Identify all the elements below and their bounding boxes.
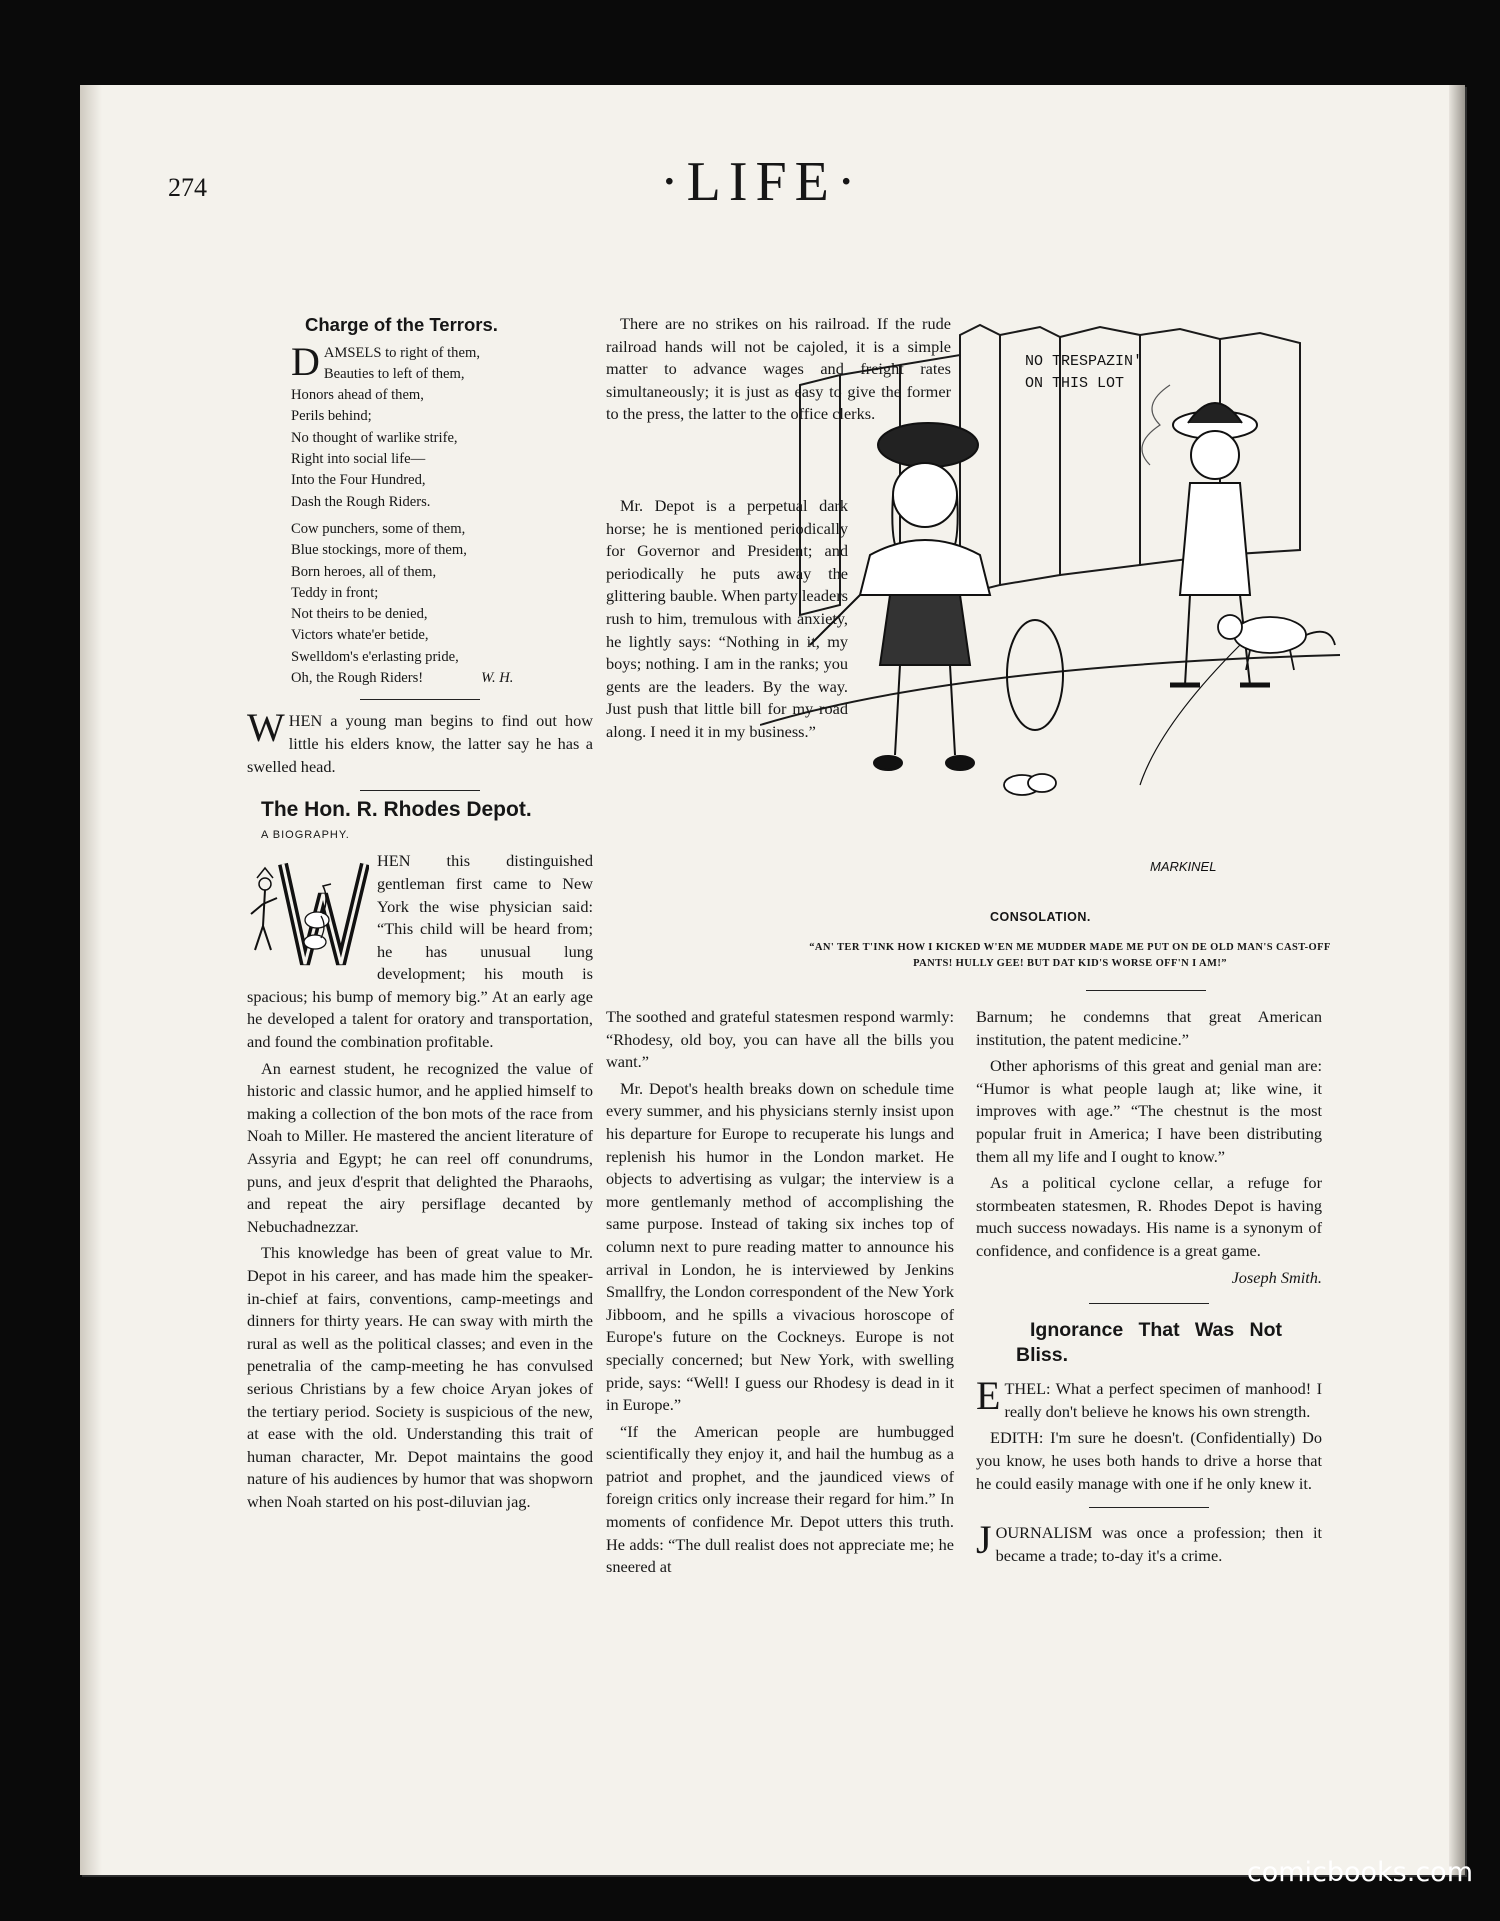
illustrated-initial [243, 854, 369, 972]
poem-line: Honors ahead of them, [291, 387, 424, 404]
poem-line: Cow punchers, some of them, [291, 520, 466, 537]
page-edge [1449, 85, 1465, 1875]
bio-paragraph: Mr. Depot's health breaks down on schedule time every summer, and his physicians sternly insist upon his departure for Europe to recuperate his lungs and replenish his humor in the London market. He objects to advertising as vulgar; the interview is a more gentlemanly method of accomplishing the same purpose. Instead of taking six inches top of column next to pure reading matter to announce his arrival in London, he is interviewed by Jenkins Smallfry, the London correspondent of the New York Jibboom, and he spills a vivacious horoscope of Europe's future on the Cockneys. Europe is not specially concerned; but New York, with swelling pride, says: “Well! I guess our Rhodesy is dead in it in Europe.” [606, 1078, 954, 1415]
cartoon-title: CONSOLATION. [990, 910, 1091, 924]
divider [1086, 990, 1206, 991]
squib-dropcap: W [247, 705, 285, 751]
bio-paragraph: Barnum; he condemns that great American institution, the patent medicine.” [976, 1007, 1322, 1049]
bio-paragraph: HEN this distinguished gentleman first came to New York the wise physician said: “This child will be heard from; he has unusual lung development; his mouth is spacious; his bump of memory big.” At an early age he developed a talent for oratory and transportation, and found the combination profitable. [247, 851, 593, 1052]
poem-line: Beauties to left of them, [323, 365, 465, 382]
poem-title: Charge of the Terrors. [305, 314, 498, 335]
bio-paragraph: Other aphorisms of this great and genial man are: “Humor is what people laugh at; like wine, it improves with age.” “The chestnut is the most popular fruit in America; I have been distributing them all my life and I ought to know.” [976, 1056, 1322, 1166]
squib-journalism: JOURNALISM was once a profession; then it became a trade; to-day it's a crime. [976, 1517, 1322, 1565]
poem-line: Swelldom's e'erlasting pride, [291, 648, 459, 665]
poem-stanza-1 [291, 338, 593, 513]
site-watermark: comicbooks.com [1246, 1857, 1473, 1888]
poem-dropcap: D [291, 338, 320, 384]
poem-signature: W. H. [481, 670, 514, 687]
poem-line: Dash the Rough Riders. [291, 493, 431, 510]
bio-paragraph: The soothed and grateful statesmen respond warmly: “Rhodesy, old boy, you can have all the bills you want.” [606, 1007, 954, 1072]
sign-text-line-2: ON THIS LOT [1025, 375, 1125, 392]
poem-line: Victors whate'er betide, [291, 627, 429, 644]
bio-paragraph: As a political cyclone cellar, a refuge for stormbeaten statesmen, R. Rhodes Depot is having much success nowadays. His name is a synonym of confidence, and confidence is a great game. [976, 1173, 1322, 1260]
divider [1089, 1303, 1209, 1304]
page-number: 274 [168, 173, 207, 202]
dog-figure [1004, 615, 1335, 795]
column-2 [606, 313, 954, 430]
bio-title: The Hon. R. Rhodes Depot. [261, 798, 532, 822]
ignorance-paragraph: ETHEL: What a perfect specimen of manhood! I really don't believe he knows his own strength. [976, 1373, 1322, 1421]
bio-signature: Joseph Smith. [1231, 1267, 1322, 1287]
cartoon-caption: “AN' TER T'INK HOW I KICKED W'EN ME MUDDER MADE ME PUT ON DE OLD MAN'S CAST-OFF PANTS! HULLY GEE! BUT DAT KID'S WORSE OFF'N I AM!” [809, 942, 1331, 969]
page-binding [80, 85, 102, 1875]
bio-paragraph: Mr. Depot is a perpetual dark horse; he is mentioned periodically for Governor and President; and periodically he puts away the glittering bauble. When party leaders rush to him, tremulous with anxiety, he lightly says: “Nothing in it, my boys; nothing. I am in the ranks; you gents are the leaders. By the way. Just push that little bill for my road along. I need it in my business.” [606, 496, 848, 741]
artist-signature: MARKINEL [1150, 859, 1217, 874]
column-3 [976, 1006, 1322, 1571]
poem-line: Oh, the Rough Riders! W. H. [291, 670, 514, 687]
bio-paragraph: This knowledge has been of great value to Mr. Depot in his career, and has made him the speaker-in-chief at fairs, conventions, camp-meetings and dinners for thirty years. He can sway with mirth the rural as well as the political classes; and even in the penetralia of the camp-meeting he has convulsed serious Christians by a few choice Aryan jokes of the tertiary period. Society is suspicious of the new, at ease with the old. Understanding this trait of human character, Mr. Depot maintains the good nature of his audiences by humor that was shopworn when Noah started on his post-diluvian jag. [247, 1243, 593, 1511]
bio-paragraph: There are no strikes on his railroad. If the rude railroad hands will not be cajoled, it is a simple matter to advance wages and freight rates simultaneously; it is just as easy to give the former to the press, the latter to the office clerks. [606, 314, 951, 424]
poem-line: Not theirs to be denied, [291, 606, 428, 623]
ignorance-dropcap: E [976, 1373, 1001, 1419]
poem-line: Blue stockings, more of them, [291, 542, 467, 559]
ignorance-title: Ignorance That Was Not Bliss. [1016, 1319, 1282, 1367]
divider [360, 699, 480, 700]
squib-young-man: WHEN a young man begins to find out how little his elders know, the latter say he has a swelled head. [247, 705, 593, 776]
poem-line: Perils behind; [291, 408, 372, 425]
poem-line: Teddy in front; [291, 584, 379, 601]
squib-dropcap: J [976, 1517, 992, 1563]
poem-stanza-2 [291, 519, 593, 689]
divider [360, 790, 480, 791]
poem-line: Right into social life— [291, 451, 426, 468]
masthead-title: ·LIFE· [660, 151, 864, 213]
divider [1089, 1507, 1209, 1508]
poem-line: Into the Four Hundred, [291, 472, 426, 489]
column-1 [247, 314, 593, 1518]
sign-text-line-1: NO TRESPAZIN' [1025, 353, 1143, 370]
bio-paragraph: An earnest student, he recognized the value of historic and classic humor, and he applied himself to making a collection of the bon mots of the race from Noah to Miller. He mastered the ancient literature of Assyria and Egypt; he can reel off conundrums, puns, and jeux d'esprit that delighted the Pharaohs, and repeat the airy persiflage decanted by Nebuchadnezzar. [247, 1058, 593, 1236]
ignorance-paragraph: EDITH: I'm sure he doesn't. (Confidentially) Do you know, he uses both hands to drive a horse that he could easily manage with one if he only knew it. [976, 1428, 1322, 1493]
bio-subtitle: A BIOGRAPHY. [261, 828, 350, 841]
poem-line: No thought of warlike strife, [291, 429, 458, 446]
poem-line: Born heroes, all of them, [291, 563, 437, 580]
column-2-lower [606, 1006, 954, 1583]
jester-goose-initial-illustration [243, 854, 369, 972]
column-2-wrap [606, 495, 848, 748]
poem-line: AMSELS to right of them, [323, 344, 480, 361]
bio-paragraph: “If the American people are humbugged scientifically they enjoy it, and hail the humbug as a patriot and prophet, and the jaundiced views of foreign critics only increase their regard for him.” In moments of confidence Mr. Depot utters this truth. He adds: “The dull realist does not appreciate me; he sneered at [606, 1421, 954, 1577]
